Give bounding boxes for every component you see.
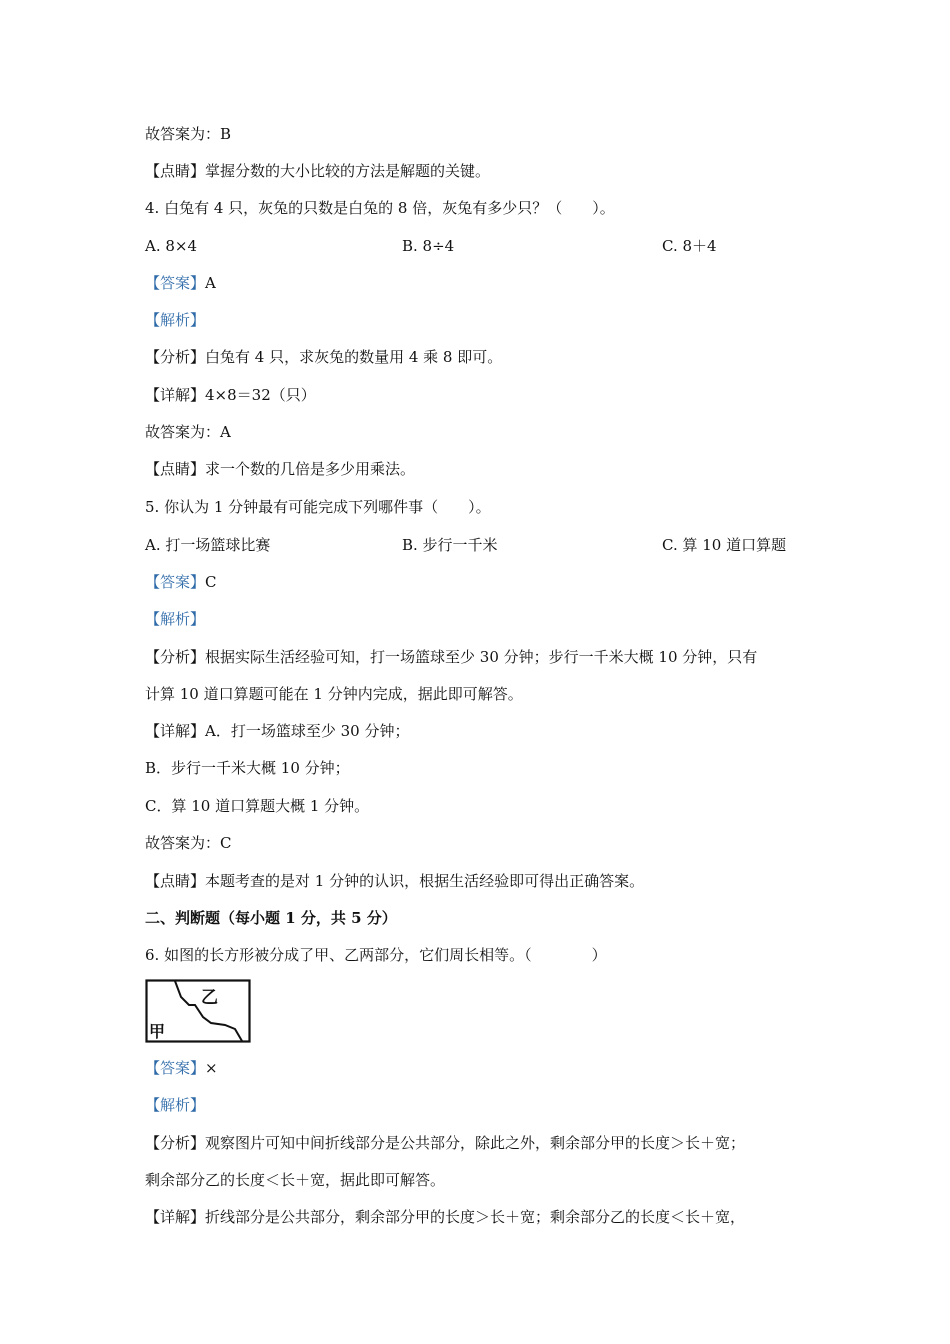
q5-option-b: B. 步行一千米 bbox=[402, 536, 498, 554]
q5-dianjing: 【点睛】本题考查的是对 1 分钟的认识，根据生活经验即可得出正确答案。 bbox=[145, 872, 645, 890]
q5-option-a: A. 打一场篮球比赛 bbox=[145, 536, 271, 554]
label-yi: 乙 bbox=[201, 988, 218, 1008]
answer-value: × bbox=[205, 1059, 218, 1077]
q4-option-c: C. 8＋4 bbox=[662, 237, 717, 255]
question-5: 5. 你认为 1 分钟最有可能完成下列哪件事（ ）。 bbox=[145, 498, 491, 516]
dianjing-line: 【点睛】掌握分数的大小比较的方法是解题的关键。 bbox=[145, 162, 491, 180]
q5-answer bbox=[145, 572, 217, 592]
q6-fenxi-2: 剩余部分乙的长度＜长＋宽，据此即可解答。 bbox=[145, 1171, 446, 1189]
question-6: 6. 如图的长方形被分成了甲、乙两部分，它们周长相等。（ ） bbox=[145, 946, 607, 964]
q5-result: 故答案为：C bbox=[145, 834, 232, 852]
q6-xiangjie-1: 【详解】折线部分是公共部分，剩余部分甲的长度＞长＋宽；剩余部分乙的长度＜长＋宽， bbox=[145, 1208, 746, 1226]
q5-xiangjie-2: B．步行一千米大概 10 分钟； bbox=[145, 759, 350, 777]
answer-line: 故答案为：B bbox=[145, 125, 232, 143]
answer-value: C bbox=[205, 573, 217, 591]
q4-fenxi: 【分析】白兔有 4 只，求灰兔的数量用 4 乘 8 即可。 bbox=[145, 348, 503, 366]
q6-answer bbox=[145, 1058, 218, 1078]
q4-answer bbox=[145, 273, 216, 293]
q6-fenxi-1: 【分析】观察图片可知中间折线部分是公共部分，除此之外，剩余部分甲的长度＞长＋宽； bbox=[145, 1134, 746, 1152]
label-jia: 甲 bbox=[149, 1022, 166, 1041]
q5-xiangjie-1: 【详解】A．打一场篮球至少 30 分钟； bbox=[145, 722, 410, 740]
q6-analysis-tag: 【解析】 bbox=[145, 1096, 206, 1114]
q4-option-a: A. 8×4 bbox=[145, 237, 198, 255]
answer-value: A bbox=[205, 274, 216, 292]
section-heading: 二、判断题（每小题 1 分，共 5 分） bbox=[145, 909, 397, 927]
answer-tag: 【答案】 bbox=[145, 1059, 206, 1077]
q5-fenxi-1: 【分析】根据实际生活经验可知，打一场篮球至少 30 分钟；步行一千米大概 10 分钟，只有 bbox=[145, 648, 758, 666]
q4-xiangjie: 【详解】4×8＝32（只） bbox=[145, 386, 316, 404]
q4-analysis-tag: 【解析】 bbox=[145, 311, 206, 329]
rectangle-figure bbox=[145, 979, 251, 1043]
q5-analysis-tag: 【解析】 bbox=[145, 610, 206, 628]
question-4: 4. 白兔有 4 只，灰兔的只数是白兔的 8 倍，灰兔有多少只？（ ）。 bbox=[145, 199, 615, 217]
q5-xiangjie-3: C．算 10 道口算题大概 1 分钟。 bbox=[145, 797, 370, 815]
q4-option-b: B. 8÷4 bbox=[402, 237, 455, 255]
answer-tag: 【答案】 bbox=[145, 573, 206, 591]
q5-option-c: C. 算 10 道口算题 bbox=[662, 536, 787, 554]
q4-result: 故答案为：A bbox=[145, 423, 231, 441]
q5-fenxi-2: 计算 10 道口算题可能在 1 分钟内完成，据此即可解答。 bbox=[145, 685, 523, 703]
q4-dianjing: 【点睛】求一个数的几倍是多少用乘法。 bbox=[145, 460, 416, 478]
answer-tag: 【答案】 bbox=[145, 274, 206, 292]
